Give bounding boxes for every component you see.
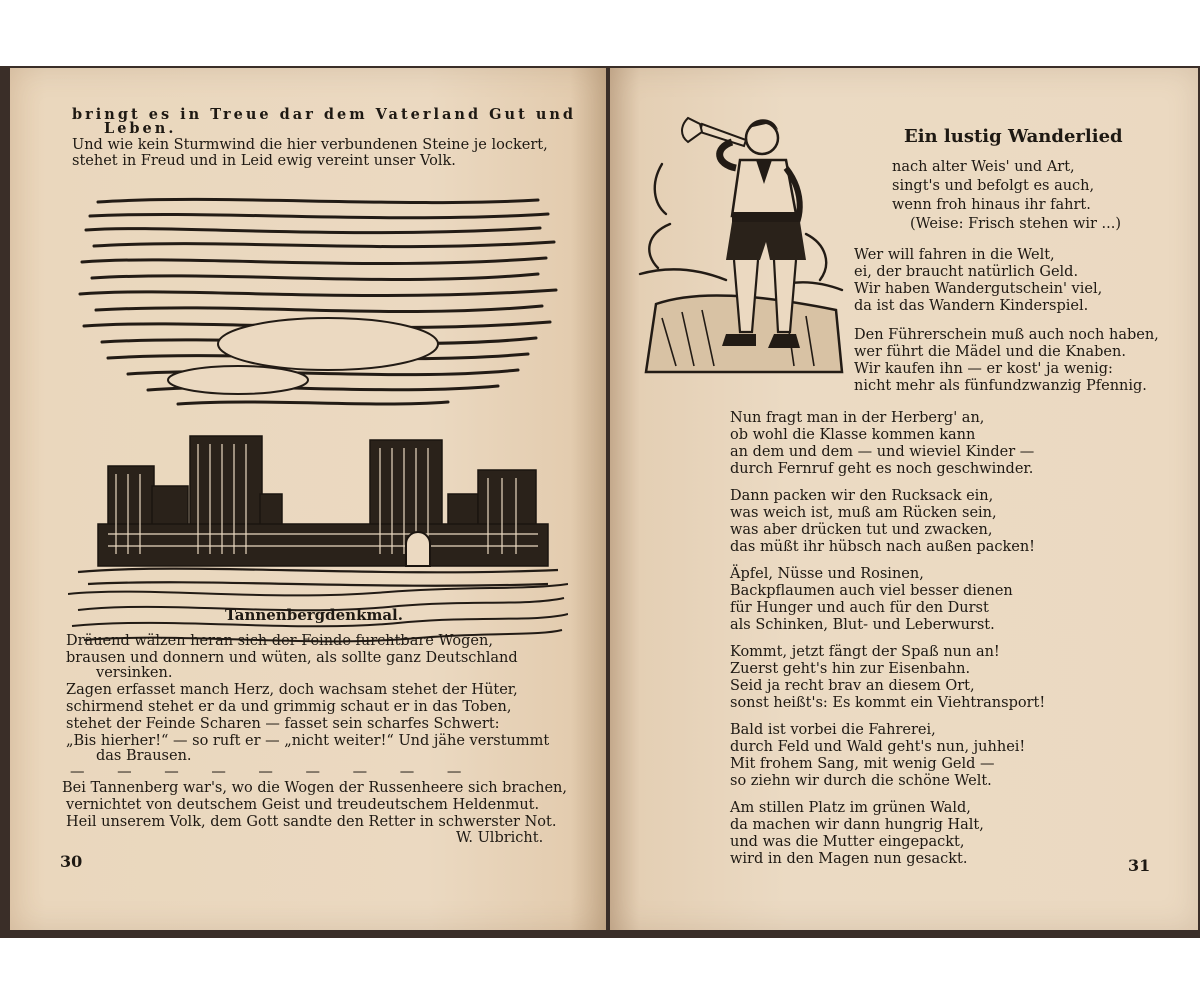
- stanza-8-line: da machen wir dann hungrig Halt,: [730, 817, 984, 833]
- closing-line: Heil unserem Volk, dem Gott sandte den Retter in schwerster Not.: [66, 814, 557, 830]
- stanza-4-line: Dann packen wir den Rucksack ein,: [730, 488, 994, 504]
- page-number-left: 30: [60, 852, 83, 871]
- stanza-7-line: so ziehn wir durch die schöne Welt.: [730, 773, 992, 789]
- author-signature: W. Ulbricht.: [456, 830, 544, 846]
- intro-line: Und wie kein Sturmwind die hier verbundenen Steine je lockert,: [72, 137, 548, 153]
- stanza-2-line: wer führt die Mädel und die Knaben.: [854, 344, 1126, 360]
- stanza-7-line: Bald ist vorbei die Fahrerei,: [730, 722, 936, 738]
- stanza-1-line: da ist das Wandern Kinderspiel.: [854, 298, 1089, 314]
- left-page: [10, 68, 606, 930]
- stanza-2-line: Den Führerschein muß auch noch haben,: [854, 327, 1159, 343]
- intro-line: stehet in Freud und in Leid ewig vereint unser Volk.: [72, 153, 456, 169]
- poem-line: versinken.: [96, 665, 173, 681]
- page-number-right: 31: [1128, 856, 1151, 875]
- intro-line: singt's und befolgt es auch,: [892, 178, 1095, 194]
- intro-line: wenn froh hinaus ihr fahrt.: [892, 197, 1091, 213]
- stanza-2-line: nicht mehr als fünfundzwanzig Pfennig.: [854, 378, 1147, 394]
- stanza-7-line: durch Feld und Wald geht's nun, juhhei!: [730, 739, 1026, 755]
- stanza-6-line: Zuerst geht's hin zur Eisenbahn.: [730, 661, 971, 677]
- stanza-1-line: ei, der braucht natürlich Geld.: [854, 264, 1079, 280]
- stanza-8-line: Am stillen Platz im grünen Wald,: [730, 800, 971, 816]
- poem-line: Dräuend wälzen heran sich der Feinde furchtbare Wogen,: [66, 633, 493, 649]
- stanza-3-line: an dem und dem — und wieviel Kinder —: [730, 444, 1035, 460]
- stanza-5-line: für Hunger und auch für den Durst: [730, 600, 989, 616]
- stanza-3-line: Nun fragt man in der Herberg' an,: [730, 410, 985, 426]
- stanza-6-line: Seid ja recht brav an diesem Ort,: [730, 678, 975, 694]
- closing-line: Bei Tannenberg war's, wo die Wogen der Russenheere sich brachen,: [62, 780, 567, 796]
- intro-line: Leben.: [104, 120, 177, 137]
- poem-line: stehet der Feinde Scharen — fasset sein scharfes Schwert:: [66, 716, 500, 732]
- poem-line: brausen und donnern und wüten, als sollte ganz Deutschland: [66, 650, 518, 666]
- stanza-4-line: das müßt ihr hübsch nach außen packen!: [730, 539, 1036, 555]
- stanza-3-line: ob wohl die Klasse kommen kann: [730, 427, 976, 443]
- poem-line: „Bis hierher!“ — so ruft er — „nicht weiter!“ Und jähe verstummt: [66, 733, 550, 749]
- stanza-5-line: Backpflaumen auch viel besser dienen: [730, 583, 1013, 599]
- stanza-1-line: Wir haben Wandergutschein' viel,: [854, 281, 1103, 297]
- right-page: [610, 68, 1198, 930]
- intro-line: nach alter Weis' und Art,: [892, 159, 1075, 175]
- separator-dashes: — — — — — — — — —: [70, 764, 476, 780]
- stanza-4-line: was weich ist, muß am Rücken sein,: [730, 505, 997, 521]
- trumpet-boy-illustration: [636, 104, 846, 374]
- intro-line: bringt es in Treue dar dem Vaterland Gut und: [72, 106, 577, 123]
- tannenberg-illustration: [68, 194, 568, 594]
- stanza-6-line: sonst heißt's: Es kommt ein Viehtransport!: [730, 695, 1046, 711]
- stanza-8-line: und was die Mutter eingepackt,: [730, 834, 965, 850]
- stanza-7-line: Mit frohem Sang, mit wenig Geld —: [730, 756, 995, 772]
- melody-note: (Weise: Frisch stehen wir ...): [910, 216, 1122, 232]
- poem-line: Zagen erfasset manch Herz, doch wachsam stehet der Hüter,: [66, 682, 518, 698]
- stanza-1-line: Wer will fahren in die Welt,: [854, 247, 1055, 263]
- poem-line: schirmend stehet er da und grimmig schaut er in das Toben,: [66, 699, 512, 715]
- image-caption: Tannenbergdenkmal.: [225, 606, 403, 624]
- stanza-5-line: Äpfel, Nüsse und Rosinen,: [730, 566, 924, 582]
- stanza-8-line: wird in den Magen nun gesackt.: [730, 851, 968, 867]
- stanza-5-line: als Schinken, Blut- und Leberwurst.: [730, 617, 995, 633]
- closing-line: vernichtet von deutschem Geist und treudeutschem Heldenmut.: [66, 797, 540, 813]
- poem-line: das Brausen.: [96, 748, 192, 764]
- stanza-4-line: was aber drücken tut und zwacken,: [730, 522, 993, 538]
- song-title: Ein lustig Wanderlied: [904, 126, 1123, 147]
- stanza-2-line: Wir kaufen ihn — er kost' ja wenig:: [854, 361, 1113, 377]
- stanza-6-line: Kommt, jetzt fängt der Spaß nun an!: [730, 644, 1000, 660]
- stanza-3-line: durch Fernruf geht es noch geschwinder.: [730, 461, 1034, 477]
